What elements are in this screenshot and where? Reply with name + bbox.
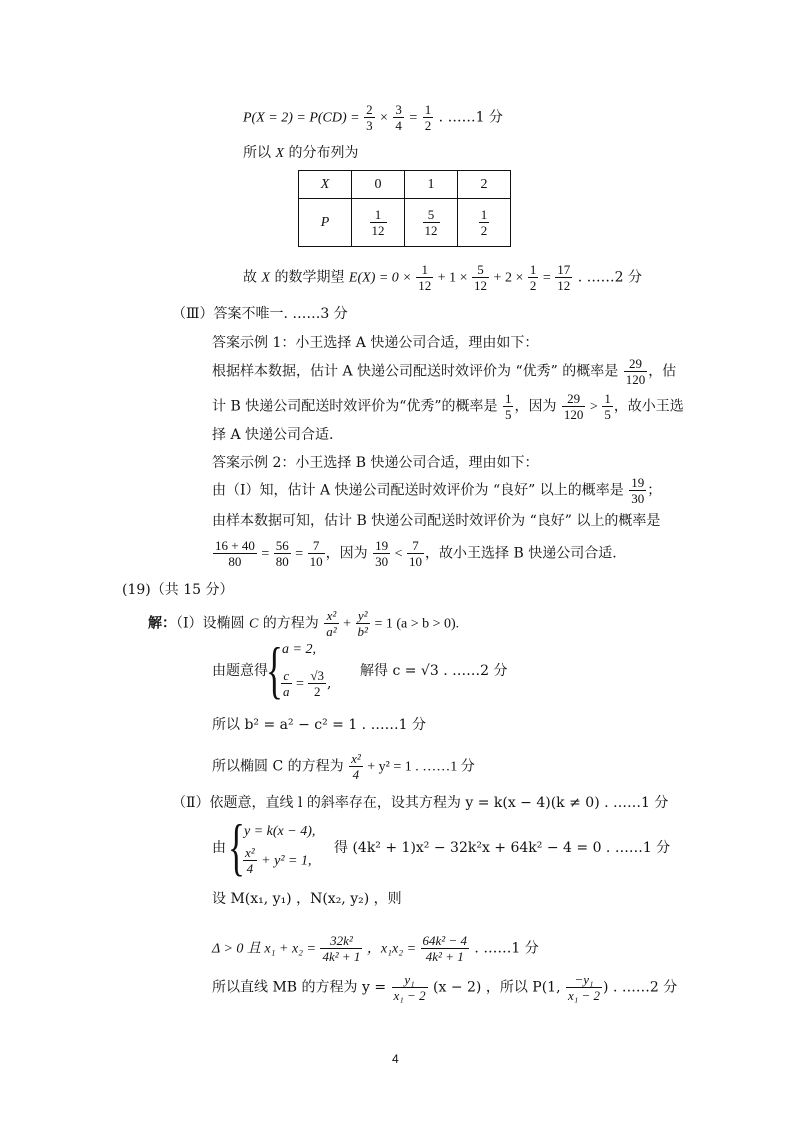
score-note: . ……1 分 <box>438 109 503 126</box>
table-header-cell: 0 <box>352 171 405 199</box>
fraction: $\frac{2}{3}$ <box>366 102 373 133</box>
page-number: 4 <box>392 1052 399 1066</box>
dist-intro: 所以 X 的分布列为 <box>243 145 359 161</box>
table-cell: $\frac{5}{12}$ <box>405 199 458 247</box>
example1-line1: 根据样本数据，估计 A 快递公司配送时效评价为 “优秀” 的概率是 $\frac{29}{120}$ ，估 <box>212 356 677 387</box>
example2-line3: $\frac{16 + 40}{80}$ = $\frac{56}{80}$ = $\frac{7}{10}$ ，因为 $\frac{19}{30}$ < $\frac{7}{10}$ ，故小王选择 B 快递公司合适. <box>215 538 617 569</box>
fraction: $\frac{3}{4}$ <box>395 102 402 133</box>
points-mn-line: 设 M(x₁, y₁) ，N(x₂, y₂) ，则 <box>212 891 402 907</box>
example2-title: 答案示例 2：小王选择 B 快递公司合适，理由如下： <box>212 455 539 471</box>
prob-expression: P(X = 2) = P(CD) = <box>243 110 364 126</box>
condition-prefix: 由题意得 <box>212 663 268 679</box>
left-brace-icon: { <box>228 811 245 882</box>
system-result: 得 (4k² + 1)x² − 32k²x + 64k² − 4 = 0 . ……1 分 <box>334 840 671 856</box>
ellipse-equation-line: 所以椭圆 C 的方程为 $\frac{\text{x²}}{4}$ + y² = 1 . ……1 分 <box>212 751 475 782</box>
fraction: $\frac{1}{2}$ <box>424 102 432 133</box>
expectation-line: 故 X 的数学期望 E(X) = 0 × $\frac{1}{12}$ + 1 × $\frac{5}{12}$ + 2 × $\frac{1}{2}$ = $\frac{17}{12}$ . ……2 分 <box>243 262 642 293</box>
system-line1: y = k(x − 4), <box>244 824 316 839</box>
example2-line1: 由（Ⅰ）知，估计 A 快递公司配送时效评价为 “良好” 以上的概率是 $\frac{19}{30}$ ； <box>212 475 662 506</box>
table-header-cell: 2 <box>458 171 511 199</box>
condition-line2: $\frac{c}{a}$ = $\frac{√3}{2}$ , <box>283 668 332 699</box>
table-cell: P <box>299 199 352 247</box>
table-row <box>299 171 511 199</box>
system-line2: $\frac{\text{x²}}{4}$ + y² = 1, <box>245 845 312 876</box>
example2-line2: 由样本数据可知，估计 B 快递公司配送时效评价为 “良好” 以上的概率是 <box>212 513 661 529</box>
score-note: . ……2 分 <box>577 269 642 286</box>
system-prefix: 由 <box>212 840 226 856</box>
example1-line3: 择 A 快递公司合适. <box>212 427 334 443</box>
table-cell: $\frac{1}{12}$ <box>352 199 405 247</box>
line-mb-line: 所以直线 MB 的方程为 y = $\frac{\text{y₁}}{\text{x₁ − 2}}$ (x − 2) ，所以 P(1, $\frac{\text{−y₁}}{\text{x₁ − 2}}$ ) . ……2 分 <box>212 972 678 1003</box>
table-row <box>299 199 511 247</box>
b-squared-line: 所以 b² = a² − c² = 1 . ……1 分 <box>212 717 426 733</box>
condition-line1: a = 2, <box>282 642 316 657</box>
vieta-line: Δ > 0 且 x₁ + x₂ = $\frac{\text{32k²}}{\text{4k² + 1}}$ ，x₁x₂ = $\frac{\text{64k² − 4}}{\text{4k² + 1}}$ . ……1 分 <box>212 933 539 964</box>
table-header-cell: X <box>299 171 352 199</box>
question19-heading: (19)（共 15 分） <box>122 582 234 598</box>
part2-line: （Ⅱ）依题意，直线 l 的斜率存在，设其方程为 y = k(x − 4)(k ≠ 0) . ……1 分 <box>172 795 669 811</box>
table-cell: $\frac{1}{2}$ <box>458 199 511 247</box>
example1-line2: 计 B 快递公司配送时效评价为“优秀”的概率是 $\frac{1}{5}$ ，因为 $\frac{29}{120}$ > $\frac{1}{5}$ ，故小王选 <box>212 391 684 422</box>
solution-label: 解： <box>148 615 176 632</box>
distribution-table <box>298 170 511 247</box>
condition-result: 解得 c = √3 . ……2 分 <box>360 663 508 679</box>
example1-title: 答案示例 1：小王选择 A 快递公司合适，理由如下： <box>212 335 539 351</box>
left-brace-icon: { <box>266 634 283 705</box>
table-header-cell: 1 <box>405 171 458 199</box>
prob-x2-line: P(X = 2) = P(CD) = $\frac{2}{3}$ × $\frac{3}{4}$ = $\frac{1}{2}$ . ……1 分 <box>243 102 503 133</box>
solution-part1-line: 解：（Ⅰ）设椭圆 C 的方程为 $\frac{\text{x²}}{\text{a²}}$ + $\frac{\text{y²}}{\text{b²}}$ = 1 (a > b > 0). <box>148 608 460 639</box>
part3-heading: （Ⅲ）答案不唯一. ……3 分 <box>172 306 348 322</box>
